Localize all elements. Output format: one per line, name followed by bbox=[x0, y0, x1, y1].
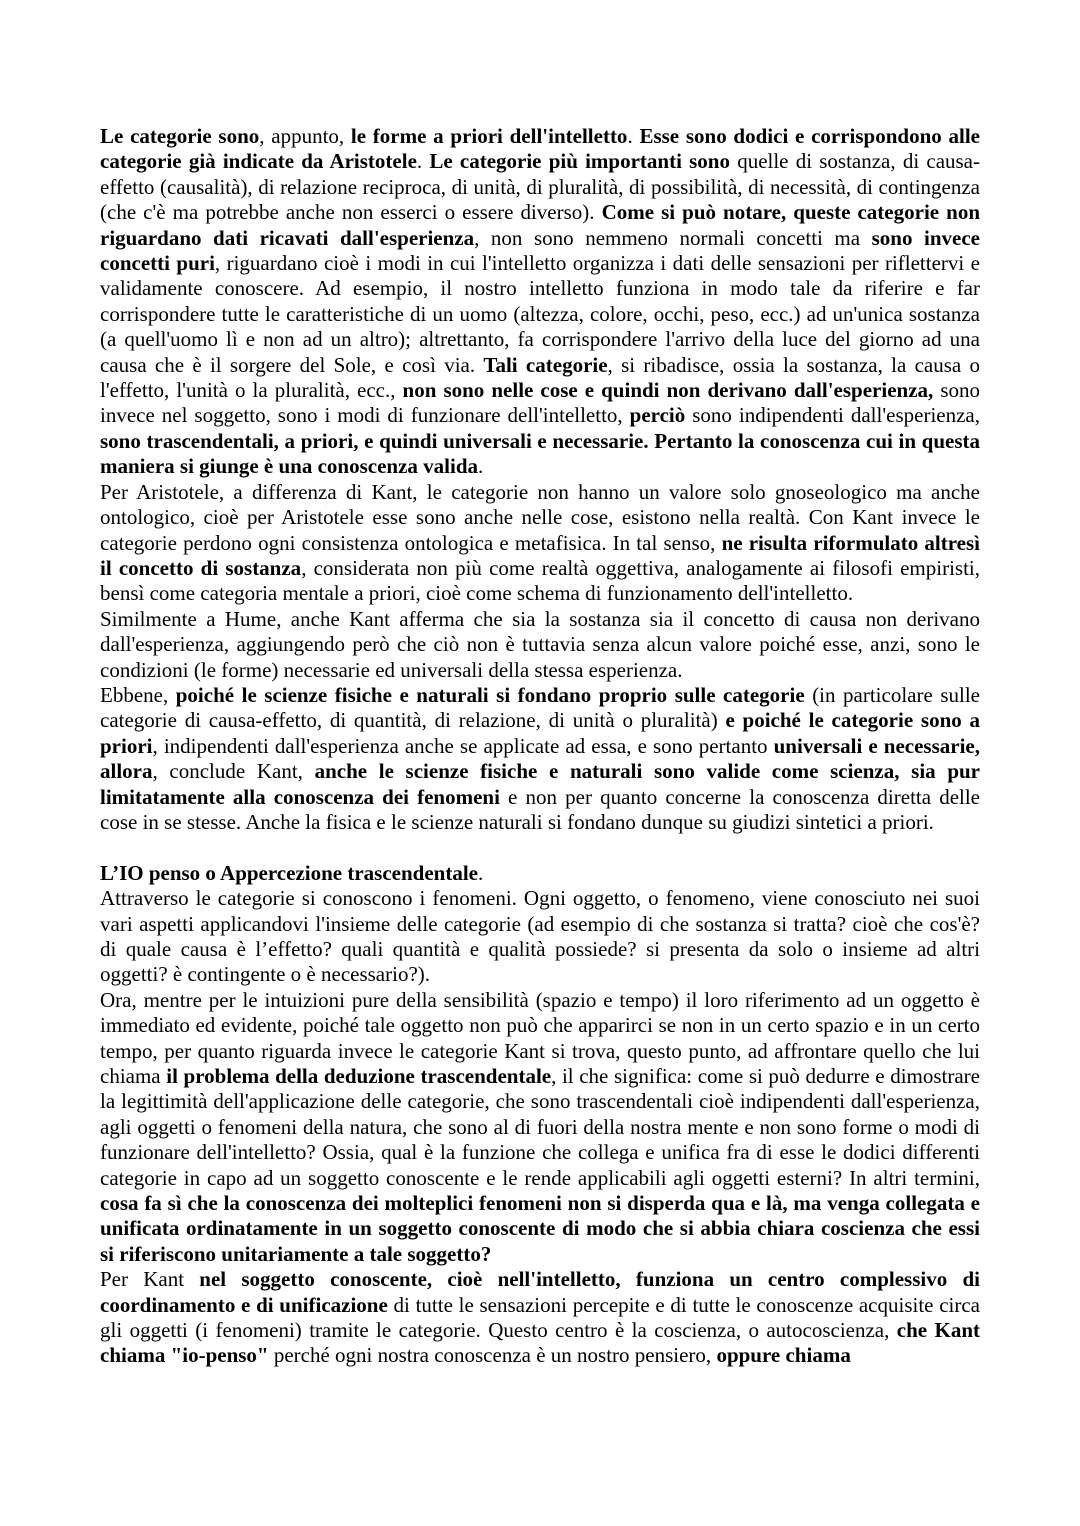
text-run: , si ribadisce, ossia la sostanza, la causa o l'effetto, l'unità o la pluralità, ecc., bbox=[100, 352, 981, 403]
text-run: Attraverso le categorie si conoscono i fenomeni. Ogni oggetto, o fenomeno, viene conosciuto nei suoi vari aspetti applicandovi l'insieme delle categorie (ad esempio di che sostanza si tratta? cioè che cos'è? di quale causa è l’effetto? quali quantità e qualità possiede? si presenta da solo o insieme ad altri oggetti? è contingente o è necessario?). bbox=[100, 886, 980, 987]
text-run: , appunto, bbox=[259, 124, 351, 148]
text-run: sono invece nel soggetto, sono i modi di funzionare dell'intelletto, bbox=[100, 378, 980, 428]
text-run: , non sono nemmeno normali concetti ma bbox=[474, 225, 872, 250]
text-run: , conclude Kant, bbox=[152, 759, 315, 784]
paragraph bbox=[100, 124, 980, 480]
text-run: perché ogni nostra conoscenza è un nostro pensiero, bbox=[268, 1343, 717, 1368]
text-run: . bbox=[478, 860, 484, 885]
bold-text-run: sono invece concetti puri bbox=[100, 225, 980, 276]
text-run: Per Aristotele, a differenza di Kant, le categorie non hanno un valore solo gnoseologico ma anche ontologico, cioè per Aristotele esse sono anche nelle cose, esistono nella realtà. Con Kant invece le categorie perdono ogni consistenza ontologica e metafisica. In tal senso, bbox=[100, 479, 980, 555]
paragraph bbox=[100, 607, 980, 683]
bold-text-run: universali e necessarie, allora bbox=[100, 733, 980, 784]
bold-text-run: Come si può notare, queste categorie non riguardano dati ricavati dall'esperienza bbox=[100, 200, 980, 250]
bold-text-run: ne risulta riformulato altresì il concetto di sostanza bbox=[100, 530, 980, 580]
bold-text-run: Esse sono dodici e corrispondono alle categorie già indicate da Aristotele bbox=[100, 124, 980, 174]
text-run: , considerata non più come realtà oggettiva, analogamente ai filosofi empiristi, bensì come categoria mentale a priori, cioè come schema di funzionamento dell'intelletto. bbox=[100, 555, 980, 606]
text-run: , indipendenti dall'esperienza anche se applicate ad essa, e sono pertanto bbox=[152, 733, 774, 758]
bold-text-run: nel soggetto conoscente, cioè nell'intelletto, funziona un centro complessivo di coordinamento e di unificazione bbox=[100, 1267, 980, 1317]
text-block bbox=[100, 124, 980, 1369]
text-run: , riguardano cioè i modi in cui l'intelletto organizza i dati delle sensazioni per riflettervi e validamente conoscere. Ad esempio, il nostro intelletto funziona in modo tale da riferire e far corrispondere tutte le caratteristiche di un uomo (altezza, colore, occhi, peso, ecc.) ad un'unica sostanza (a quell'uomo lì e non ad un altro); altrettanto, fa corrispondere l'arrivo della luce del giorno ad una causa che è il sorgere del Sole, e così via. bbox=[100, 251, 980, 377]
bold-text-run: Tali categorie bbox=[483, 352, 608, 377]
bold-text-run: e poiché le categorie sono a priori bbox=[100, 708, 981, 758]
text-run: . bbox=[478, 454, 484, 479]
text-run: Ora, mentre per le intuizioni pure della sensibilità (spazio e tempo) il loro riferimento ad un oggetto è immediato ed evidente, poiché tale oggetto non può che apparirci se non in un certo spazio e in un certo tempo, per quanto riguarda invece le categorie Kant si trova, questo punto, ad affrontare quello che lui chiama bbox=[100, 987, 980, 1089]
text-run: Per Kant bbox=[100, 1267, 200, 1292]
text-run: (in particolare sulle categorie di causa-effetto, di quantità, di relazione, di unità o pluralità) bbox=[100, 682, 980, 733]
text-run: . bbox=[416, 149, 430, 174]
text-run: Ebbene, bbox=[100, 682, 176, 707]
text-run: Similmente a Hume, anche Kant afferma che sia la sostanza sia il concetto di causa non derivano dall'esperienza, aggiungendo però che ciò non è tuttavia senza alcun valore poiché esse, anzi, sono le condizioni (le forme) necessarie ed universali della stessa esperienza. bbox=[100, 606, 980, 682]
paragraph bbox=[100, 988, 980, 1267]
text-run: , il che significa: come si può dedurre e dimostrare la legittimità dell'applicazione delle categorie, che sono trascendentali cioè indipendenti dall'esperienza, agli oggetti o fenomeni della natura, che sono al di fuori della nostra mente e non sono forme o modi di funzionare dell'intelletto? Ossia, qual è la funzione che collega e unifica fra di esse le dodici differenti categorie in capo ad un soggetto conoscente e le rende applicabili agli oggetti esterni? In altri termini, bbox=[100, 1064, 980, 1190]
bold-text-run: L’IO penso o Appercezione trascendentale bbox=[100, 860, 478, 885]
paragraph bbox=[100, 683, 980, 835]
bold-text-run: oppure chiama bbox=[716, 1343, 851, 1368]
bold-text-run: poiché le scienze fisiche e naturali si fondano proprio sulle categorie bbox=[175, 682, 805, 707]
section-heading bbox=[100, 861, 980, 886]
paragraph bbox=[100, 480, 980, 607]
paragraph bbox=[100, 886, 980, 988]
bold-text-run: Le categorie sono bbox=[100, 124, 260, 148]
text-run: quelle di sostanza, di causa-effetto (causalità), di relazione reciproca, di unità, di pluralità, di possibilità, di necessità, di contingenza (che c'è ma potrebbe anche non esserci o essere diverso). bbox=[100, 149, 980, 225]
bold-text-run: sono trascendentali, a priori, e quindi universali e necessarie. Pertanto la conoscenza cui in questa maniera si giunge è una conoscenza valida bbox=[100, 428, 980, 479]
text-run: . bbox=[627, 124, 640, 148]
bold-text-run: anche le scienze fisiche e naturali sono valide come scienza, sia pur limitatamente alla conoscenza dei fenomeni bbox=[100, 759, 980, 809]
text-run: e non per quanto concerne la conoscenza diretta delle cose in se stesse. Anche la fisica e le scienze naturali si fondano dunque su giudizi sintetici a priori. bbox=[100, 784, 980, 834]
text-run: di tutte le sensazioni percepite e di tutte le conoscenze acquisite circa gli oggetti (i fenomeni) tramite le categorie. Questo centro è la coscienza, o autocoscienza, bbox=[100, 1292, 980, 1343]
bold-text-run: il problema della deduzione trascendentale bbox=[166, 1064, 552, 1089]
bold-text-run: le forme a priori dell'intelletto bbox=[350, 124, 628, 148]
text-run: sono indipendenti dall'esperienza, bbox=[685, 403, 980, 428]
bold-text-run: perciò bbox=[629, 403, 686, 428]
bold-text-run: cosa fa sì che la conoscenza dei molteplici fenomeni non si disperda qua e là, ma venga collegata e unificata ordinatamente in un soggetto conoscente di modo che si abbia chiara coscienza che essi si riferiscono unitariamente a tale soggetto? bbox=[100, 1191, 980, 1266]
paragraph bbox=[100, 1267, 980, 1369]
bold-text-run: Le categorie più importanti sono bbox=[429, 149, 730, 174]
paragraph-spacer bbox=[100, 835, 980, 860]
bold-text-run: non sono nelle cose e quindi non derivano dall'esperienza, bbox=[402, 378, 934, 403]
bold-text-run: che Kant chiama "io-penso" bbox=[100, 1318, 981, 1368]
